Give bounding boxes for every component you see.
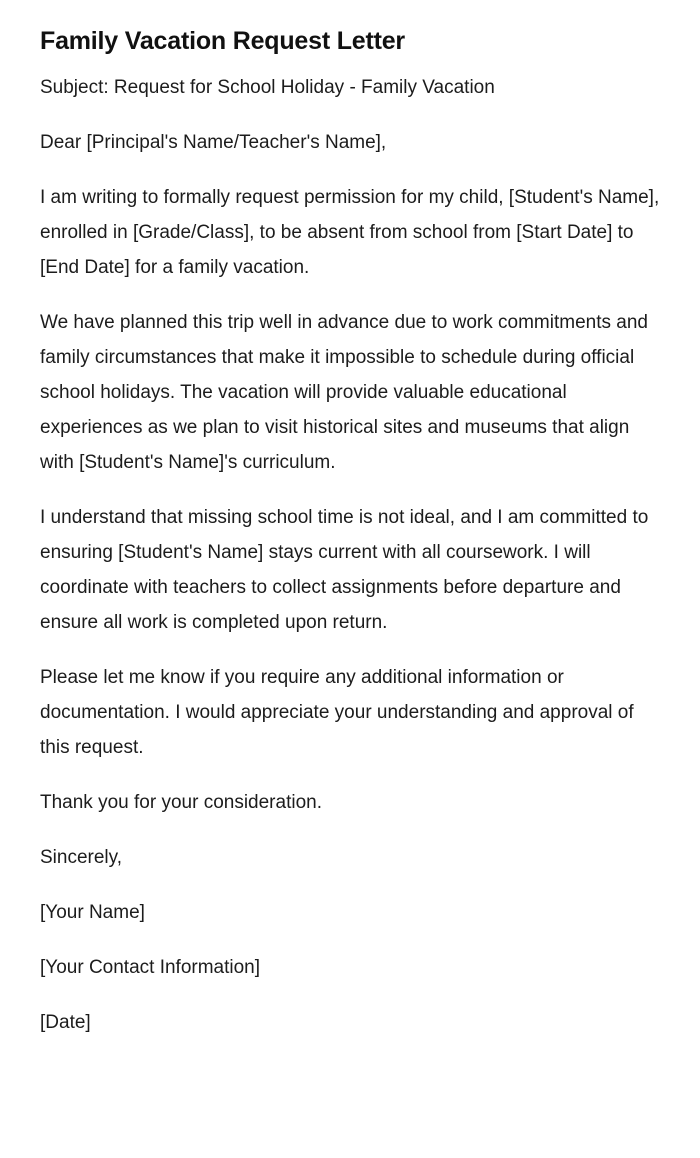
signature-contact: [Your Contact Information] (40, 957, 261, 978)
body-paragraph-reason: We have planned this trip well in advance due to work commitments and family circumstances that make it impossible to schedule during official school holidays. The vacation will provide valuable educational experiences as we plan to visit historical sites and museums that align with [Student's Name]'s curriculum. (40, 312, 648, 473)
subject-line: Subject: Request for School Holiday - Family Vacation (40, 77, 495, 98)
thanks-line: Thank you for your consideration. (40, 792, 322, 813)
letter-title: Family Vacation Request Letter (40, 27, 405, 55)
body-paragraph-closing-request: Please let me know if you require any additional information or documentation. I would appreciate your understanding and approval of this request. (40, 667, 634, 758)
signature-name: [Your Name] (40, 902, 145, 923)
body-paragraph-request: I am writing to formally request permission for my child, [Student's Name], enrolled in [Grade/Class], to be absent from school from [Start Date] to [End Date] for a family vacation. (40, 187, 660, 278)
closing-line: Sincerely, (40, 847, 123, 868)
body-paragraph-commitment: I understand that missing school time is not ideal, and I am committed to ensuring [Student's Name] stays current with all coursework. I will coordinate with teachers to collect assignments before departure and ensure all work is completed upon return. (40, 507, 649, 633)
salutation: Dear [Principal's Name/Teacher's Name], (40, 132, 387, 153)
signature-date: [Date] (40, 1012, 91, 1033)
